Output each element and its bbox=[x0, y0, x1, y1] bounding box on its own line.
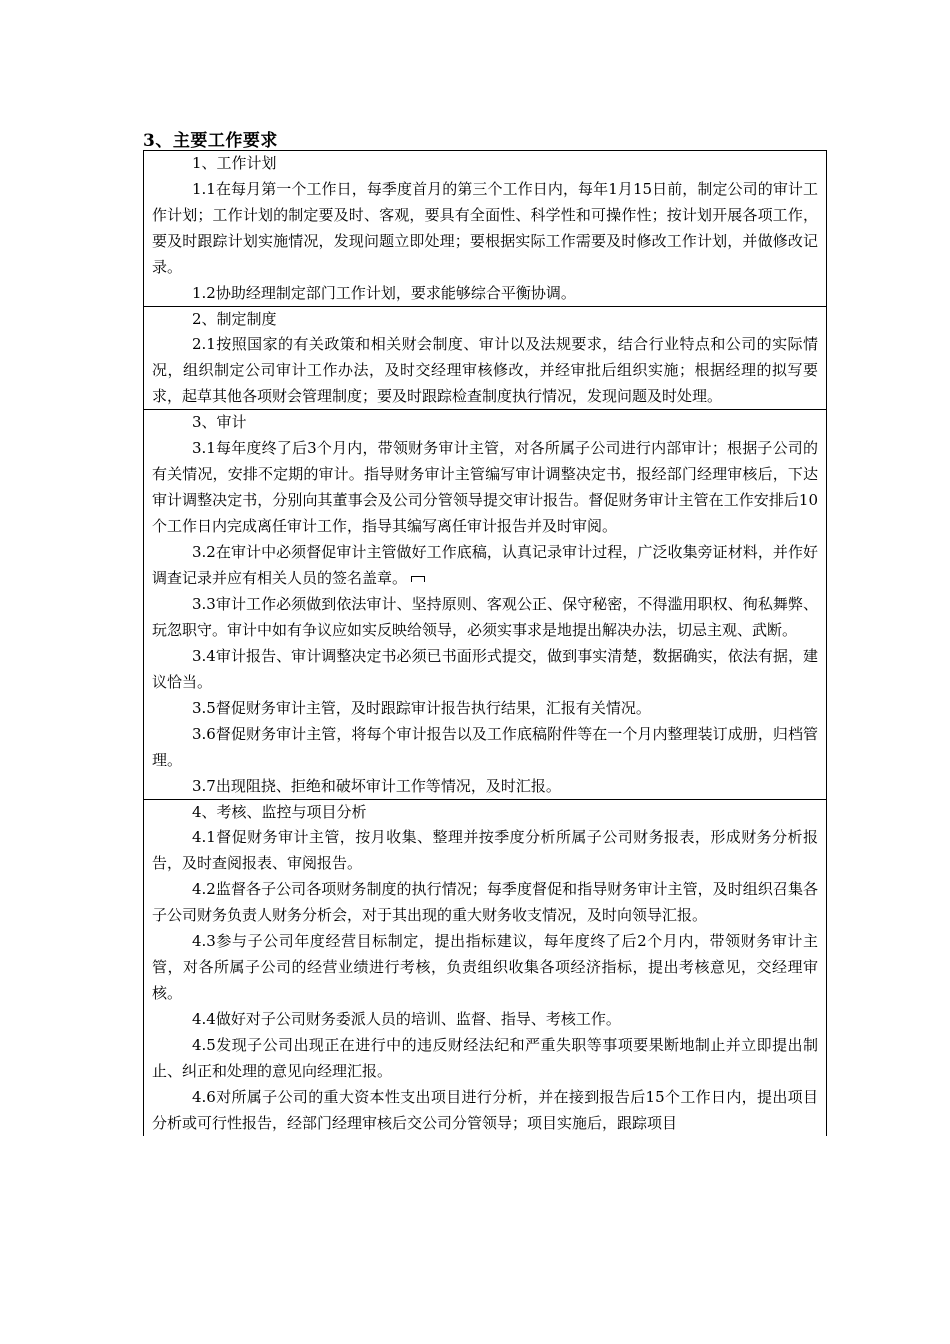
paragraph: 2.1按照国家的有关政策和相关财会制度、审计以及法规要求，结合行业特点和公司的实际情况，组织制定公司审计工作办法，及时交经理审核修改，并经审批后组织实施；根据经理的拟写要求，起草其他各项财会管理制度；要及时跟踪检查制度执行情况，发现问题及时处理。 bbox=[152, 335, 818, 405]
paragraph: 3.4审计报告、审计调整决定书必须已书面形式提交，做到事实清楚，数据确实，依法有据，建议恰当。 bbox=[152, 646, 818, 691]
paragraph-with-mark bbox=[152, 539, 818, 591]
section-rules bbox=[144, 307, 826, 411]
paragraph: 4.3参与子公司年度经营目标制定，提出指标建议，每年度终了后2个月内，带领财务审计主管，对各所属子公司的经营业绩进行考核，负责组织收集各项经济指标，提出考核意见，交经理审核。 bbox=[152, 932, 818, 1002]
paragraph: 3.3审计工作必须做到依法审计、坚持原则、客观公正、保守秘密，不得滥用职权、徇私舞弊、玩忽职守。审计中如有争议应如实反映给领导，必须实事求是地提出解决办法，切忌主观、武断。 bbox=[152, 594, 818, 639]
section-title: 3、审计 bbox=[192, 413, 247, 431]
paragraph: 3.1每年度终了后3个月内，带领财务审计主管，对各所属子公司进行内部审计；根据子公司的有关情况，安排不定期的审计。指导财务审计主管编写审计调整决定书，报经部门经理审核后，下达审计调整决定书，分别向其董事会及公司分管领导提交审计报告。督促财务审计主管在工作安排后10个工作日内完成离任审计工作，指导其编写离任审计报告并及时审阅。 bbox=[152, 438, 818, 535]
section-heading: 3、主要工作要求 bbox=[143, 131, 278, 151]
requirements-table bbox=[143, 150, 827, 1136]
paragraph: 3.5督促财务审计主管，及时跟踪审计报告执行结果，汇报有关情况。 bbox=[192, 698, 651, 717]
section-title: 2、制定制度 bbox=[192, 309, 277, 328]
section-audit bbox=[144, 410, 826, 800]
section-work-plan bbox=[144, 151, 826, 307]
paragraph: 3.6督促财务审计主管，将每个审计报告以及工作底稿附件等在一个月内整理装订成册，归档管理。 bbox=[152, 724, 818, 769]
paragraph: 4.4做好对子公司财务委派人员的培训、监督、指导、考核工作。 bbox=[192, 1010, 621, 1028]
paragraph: 3.7出现阻挠、拒绝和破坏审计工作等情况，及时汇报。 bbox=[192, 776, 561, 795]
edit-mark-icon bbox=[411, 576, 425, 582]
section-assessment bbox=[144, 800, 826, 1137]
section-title: 4、考核、监控与项目分析 bbox=[192, 802, 367, 821]
paragraph: 4.6对所属子公司的重大资本性支出项目进行分析，并在接到报告后15个工作日内，提出项目分析或可行性报告，经部门经理审核后交公司分管领导；项目实施后，跟踪项目 bbox=[152, 1088, 818, 1132]
paragraph: 1.1在每月第一个工作日，每季度首月的第三个工作日内，每年1月15日前，制定公司的审计工作计划；工作计划的制定要及时、客观，要具有全面性、科学性和可操作性；按计划开展各项工作，要及时跟踪计划实施情况，发现问题立即处理；要根据实际工作需要及时修改工作计划，并做修改记录。 bbox=[152, 179, 818, 276]
paragraph: 4.5发现子公司出现正在进行中的违反财经法纪和严重失职等事项要果断地制止并立即提出制止、纠正和处理的意见向经理汇报。 bbox=[152, 1036, 818, 1080]
paragraph: 4.2监督各子公司各项财务制度的执行情况；每季度督促和指导财务审计主管，及时组织召集各子公司财务负责人财务分析会，对于其出现的重大财务收支情况，及时向领导汇报。 bbox=[152, 880, 818, 924]
paragraph: 1.2协助经理制定部门工作计划，要求能够综合平衡协调。 bbox=[192, 283, 576, 302]
paragraph: 4.1督促财务审计主管，按月收集、整理并按季度分析所属子公司财务报表，形成财务分析报告，及时查阅报表、审阅报告。 bbox=[152, 828, 818, 872]
paragraph-text: 3.2在审计中必须督促审计主管做好工作底稿，认真记录审计过程，广泛收集旁证材料，并作好调查记录并应有相关人员的签名盖章。 bbox=[152, 542, 818, 587]
section-title: 1、工作计划 bbox=[192, 154, 277, 172]
